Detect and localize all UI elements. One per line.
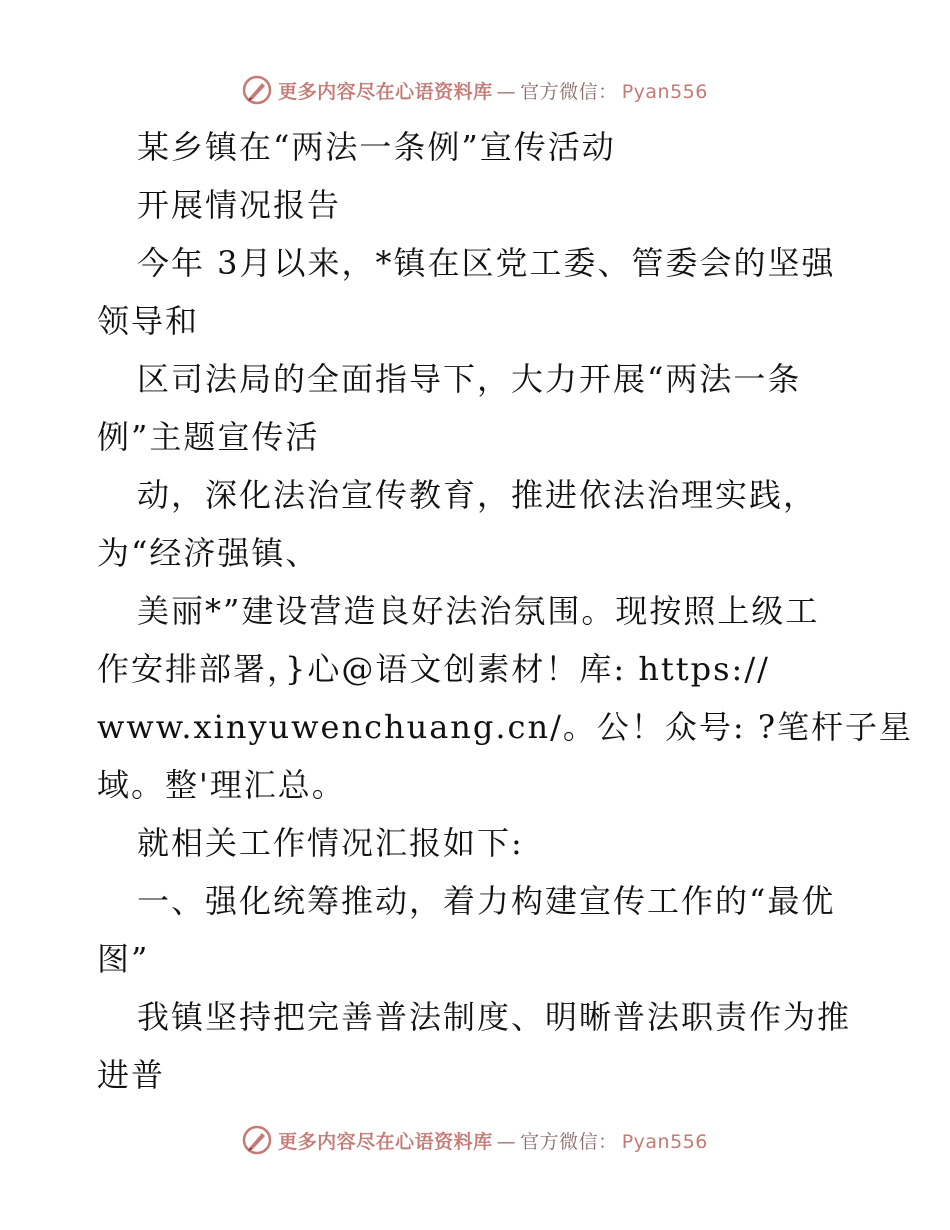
header-banner (0, 70, 950, 110)
banner-wechat-id: Pyan556 (621, 1130, 708, 1153)
document-body (97, 118, 913, 1104)
banner-text (278, 1127, 708, 1154)
banner-separator: — (496, 80, 517, 103)
doc-title-line-1: 某乡镇在“两法一条例”宣传活动 (137, 128, 616, 166)
doc-line: 我镇坚持把完善普法制度、明晰普法职责作为推 (137, 998, 852, 1036)
doc-section-heading: 一、强化统筹推动，着力构建宣传工作的“最优 (137, 882, 836, 920)
doc-title-line-2: 开展情况报告 (137, 186, 342, 224)
banner-wechat-id: Pyan556 (621, 80, 708, 103)
doc-line: 领导和 (97, 302, 200, 340)
pen-logo-icon (242, 75, 272, 105)
doc-line: 动，深化法治宣传教育，推进依法治理实践， (137, 476, 818, 514)
doc-line: 美丽*”建设营造良好法治氛围。现按照上级工 (137, 592, 820, 630)
doc-line: 进普 (97, 1056, 166, 1094)
doc-section-heading-cont: 图” (97, 940, 150, 978)
banner-main: 更多内容尽在心语资料库 (278, 80, 493, 103)
footer-banner (0, 1120, 950, 1160)
banner-main: 更多内容尽在心语资料库 (278, 1130, 493, 1153)
banner-sub: 官方微信： (520, 1130, 618, 1153)
doc-line: 域。整'理汇总。 (97, 766, 346, 804)
doc-line: 例”主题宣传活 (97, 418, 320, 456)
doc-line: www.xinyuwenchuang.cn/。公！众号: ?笔杆子星 (97, 708, 913, 746)
banner-separator: — (496, 1130, 517, 1153)
banner-text (278, 77, 708, 104)
banner-sub: 官方微信： (520, 80, 618, 103)
doc-line: 为“经济强镇、 (97, 534, 320, 572)
doc-line: 就相关工作情况汇报如下: (137, 824, 524, 862)
doc-line: 区司法局的全面指导下，大力开展“两法一条 (137, 360, 802, 398)
doc-line: 今年 3月以来，*镇在区党工委、管委会的坚强 (137, 244, 836, 282)
doc-line: 作安排部署，}心@语文创素材！库: https:// (97, 650, 770, 688)
pen-logo-icon (242, 1125, 272, 1155)
